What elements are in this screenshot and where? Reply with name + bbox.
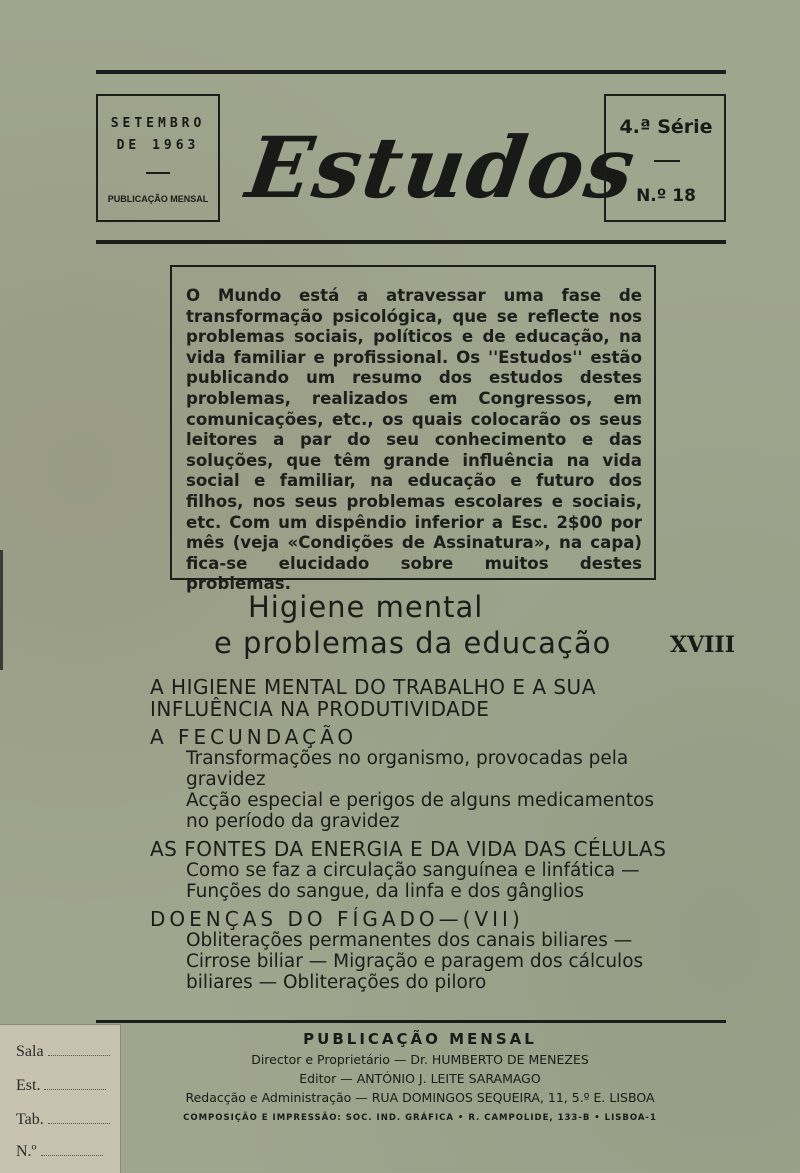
footer-editor: Editor — ANTÓNIO J. LEITE SARAMAGO [299, 1071, 541, 1086]
toc-heading: AS FONTES DA ENERGIA E DA VIDA DAS CÉLULAS [150, 837, 667, 861]
date-month: SETEMBRO [110, 116, 206, 131]
shelf-tab [16, 1111, 116, 1129]
shelf-est-label: Est. [16, 1077, 41, 1094]
toc-subitem: Obliterações permanentes dos canais biliares — Cirrose biliar — Migração e paragem dos cálculos biliares — Obliterações do piloro [186, 930, 644, 993]
footer-address: Redacção e Administração — RUA DOMINGOS SEQUEIRA, 11, 5.º E. LISBOA [185, 1090, 655, 1105]
shelf-numero-blank [41, 1143, 103, 1156]
toc-heading: DOENÇAS DO FÍGADO—(VII) [150, 907, 524, 931]
shelf-sala [16, 1043, 116, 1061]
contents-list [150, 676, 680, 999]
date-year: DE 1963 [116, 138, 200, 153]
shelf-numero [16, 1143, 116, 1161]
toc-item [150, 908, 680, 993]
shelf-tab-label: Tab. [16, 1111, 44, 1128]
toc-heading: A HIGIENE MENTAL DO TRABALHO E A SUA INFLUÊNCIA NA PRODUTIVIDADE [150, 675, 596, 721]
library-shelf-label [0, 1024, 121, 1173]
shelf-numero-label: N.º [16, 1143, 37, 1160]
header-bottom-rule [96, 240, 726, 244]
series-divider [654, 160, 680, 162]
footer-director: Director e Proprietário — Dr. HUMBERTO DE MENEZES [251, 1052, 589, 1067]
toc-subitem: Como se faz a circulação sanguínea e linfática —Funções do sangue, da linfa e dos gânglios [186, 860, 640, 902]
periodicity-small: PUBLICAÇÃO MENSAL [107, 194, 209, 204]
section-number: XVIII [670, 632, 736, 658]
top-rule [96, 70, 726, 74]
toc-subitem: Transformações no organismo, provocadas pela gravidez [186, 748, 629, 790]
date-divider [146, 172, 170, 174]
series-label: 4.ª Série [619, 116, 713, 138]
shelf-sala-blank [48, 1043, 110, 1056]
section-title-line1: Higiene mental [248, 590, 484, 624]
intro-box-top [170, 265, 656, 267]
footer-periodicity: PUBLICAÇÃO MENSAL [303, 1030, 537, 1048]
shelf-est-blank [44, 1077, 106, 1090]
intro-box-left [170, 265, 172, 580]
shelf-tab-blank [48, 1111, 110, 1124]
toc-heading: A FECUNDAÇÃO [150, 725, 358, 749]
section-title-line2: e problemas da educação [214, 626, 612, 660]
toc-item [150, 676, 680, 720]
intro-paragraph: O Mundo está a atravessar uma fase de transformação psicológica, que se reflecte nos problemas sociais, políticos e de educação, na vida familiar e profissional. Os ''Estudos'' estão publicando um resumo dos estudos destes problemas, realizados em Congressos, em comunicações, etc., os quais colocarão os seus leitores a par do seu conhecimento e das soluções, que têm grande influência na vida social e familiar, na educação e futuro dos filhos, nos seus problemas escolares e sociais, etc. Com um dispêndio inferior a Esc. 2$00 por mês (veja «Condições de Assinatura», na capa) fica-se elucidado sobre muitos destes problemas. [186, 286, 642, 594]
toc-item [150, 726, 680, 832]
binding-mark [0, 550, 3, 670]
footer-printing: COMPOSIÇÃO E IMPRESSÃO: SOC. IND. GRÁFICA • R. CAMPOLIDE, 133-B • LISBOA-1 [183, 1113, 657, 1123]
series-box [604, 94, 726, 222]
issue-number: N.º 18 [636, 186, 696, 206]
shelf-est [16, 1077, 116, 1095]
date-box [96, 94, 220, 222]
intro-box-right [654, 265, 656, 580]
toc-subitem: Acção especial e perigos de alguns medicamentos no período da gravidez [186, 790, 655, 832]
shelf-sala-label: Sala [16, 1043, 44, 1060]
masthead-title: Estudos [241, 118, 643, 217]
footer-rule [96, 1020, 726, 1023]
toc-item [150, 838, 680, 902]
